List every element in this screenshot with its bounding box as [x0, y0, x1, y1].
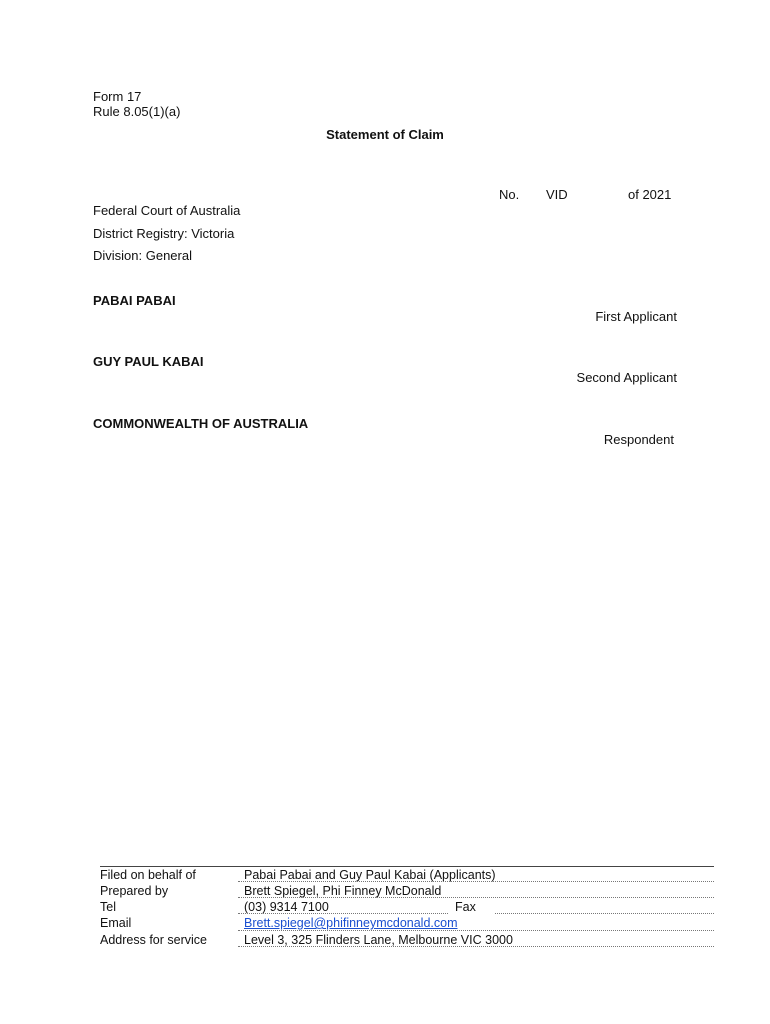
district-registry: District Registry: Victoria — [93, 226, 235, 241]
filed-on-behalf-label: Filed on behalf of — [100, 868, 196, 882]
tel-label: Tel — [100, 900, 116, 914]
tel-value: (03) 9314 7100 — [244, 900, 329, 914]
filed-on-behalf-value: Pabai Pabai and Guy Paul Kabai (Applicants) — [244, 868, 496, 882]
prepared-by-underline — [238, 897, 714, 898]
filed-on-behalf-underline — [238, 881, 714, 882]
court-name: Federal Court of Australia — [93, 203, 241, 218]
party-role-second-applicant: Second Applicant — [576, 370, 677, 385]
party-name-respondent: COMMONWEALTH OF AUSTRALIA — [93, 416, 309, 431]
address-underline — [238, 946, 714, 947]
case-registry-code: VID — [546, 187, 568, 202]
fax-underline — [495, 913, 714, 914]
address-value: Level 3, 325 Flinders Lane, Melbourne VIC 3000 — [244, 933, 513, 947]
prepared-by-value: Brett Spiegel, Phi Finney McDonald — [244, 884, 442, 898]
division: Division: General — [93, 248, 192, 263]
case-year: of 2021 — [628, 187, 672, 202]
party-name-first-applicant: PABAI PABAI — [93, 293, 176, 308]
document-title: Statement of Claim — [326, 127, 444, 142]
rule-reference: Rule 8.05(1)(a) — [93, 104, 181, 119]
party-role-respondent: Respondent — [603, 432, 674, 447]
email-underline — [238, 930, 714, 931]
form-number: Form 17 — [93, 89, 142, 104]
email-label: Email — [100, 916, 132, 930]
email-link[interactable]: Brett.spiegel@phifinneymcdonald.com — [244, 916, 458, 930]
fax-label: Fax — [455, 900, 476, 914]
party-name-second-applicant: GUY PAUL KABAI — [93, 354, 204, 369]
case-no-label: No. — [499, 187, 520, 202]
prepared-by-label: Prepared by — [100, 884, 169, 898]
footer-top-rule — [100, 866, 714, 867]
address-label: Address for service — [100, 933, 207, 947]
tel-underline — [238, 913, 448, 914]
party-role-first-applicant: First Applicant — [595, 309, 677, 324]
